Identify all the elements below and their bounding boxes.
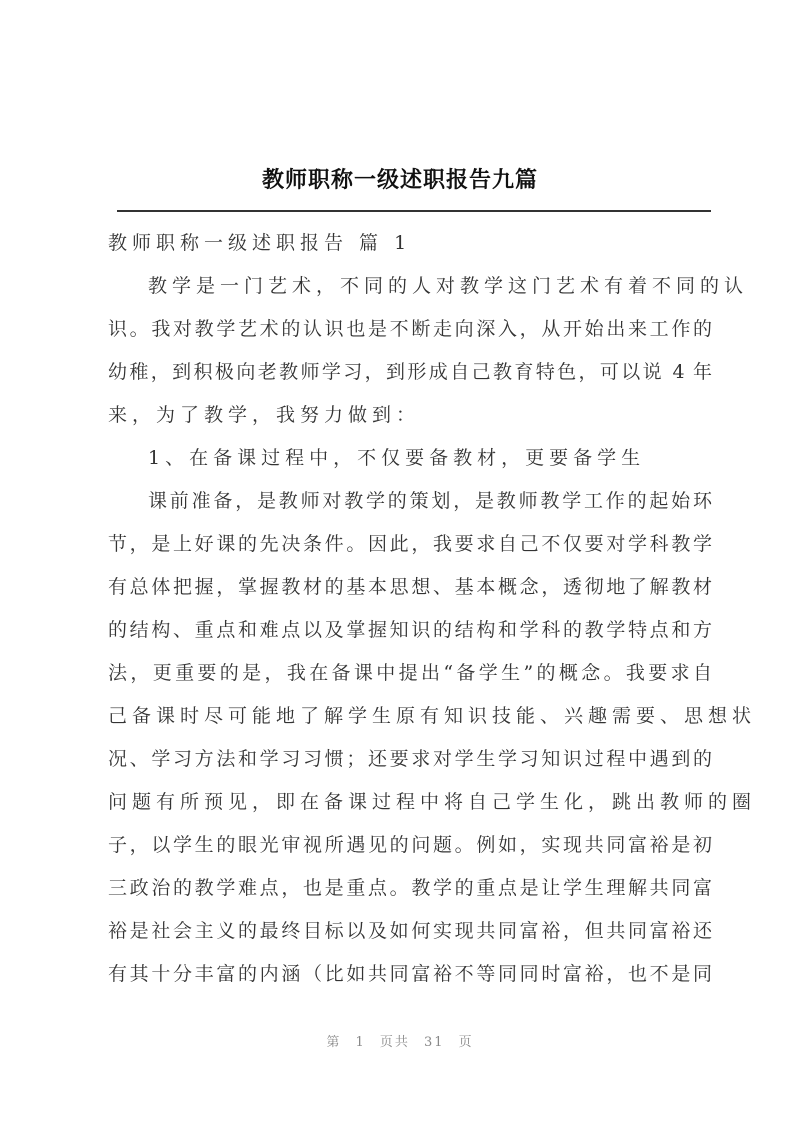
list-item-heading: 1、在备课过程中，不仅要备教材，更要备学生 [148,447,646,469]
page-number-footer: 第 1 页共 31 页 [326,1035,474,1050]
paragraph-line: 己备课时尽可能地了解学生原有知识技能、兴趣需要、思想状 [108,705,757,727]
paragraph-line: 问题有所预见，即在备课过程中将自己学生化，跳出教师的圈 [108,791,757,813]
paragraph-line: 课前准备，是教师对教学的策划，是教师教学工作的起始环 [148,490,712,512]
paragraph-line: 幼稚，到积极向老教师学习，到形成自己教育特色，可以说 4 年 [108,361,712,383]
document-body [108,222,757,996]
paragraph-line: 三政治的教学难点，也是重点。教学的重点是让学生理解共同富 [108,877,712,899]
paragraph-line: 教学是一门艺术，不同的人对教学这门艺术有着不同的认 [148,275,749,297]
title-divider [117,210,711,212]
document-title: 教师职称一级述职报告九篇 [261,167,538,193]
paragraph-line: 识。我对教学艺术的认识也是不断走向深入，从开始出来工作的 [108,318,712,340]
paragraph-line: 来，为了教学，我努力做到： [108,404,421,426]
paragraph-line: 法，更重要的是，我在备课中提出“备学生”的概念。我要求自 [108,662,712,684]
paragraph-line: 子，以学生的眼光审视所遇见的问题。例如，实现共同富裕是初 [108,834,712,856]
paragraph-line: 的结构、重点和难点以及掌握知识的结构和学科的教学特点和方 [108,619,712,641]
paragraph-line: 有总体把握，掌握教材的基本思想、基本概念，透彻地了解教材 [108,576,712,598]
paragraph-line: 况、学习方法和学习习惯；还要求对学生学习知识过程中遇到的 [108,748,712,770]
paragraph-line: 有其十分丰富的内涵（比如共同富裕不等同同时富裕，也不是同 [108,963,712,985]
paragraph-line: 节，是上好课的先决条件。因此，我要求自己不仅要对学科教学 [108,533,712,555]
paragraph-line: 裕是社会主义的最终目标以及如何实现共同富裕，但共同富裕还 [108,920,712,942]
section-heading: 教师职称一级述职报告 篇 1 [108,232,412,254]
